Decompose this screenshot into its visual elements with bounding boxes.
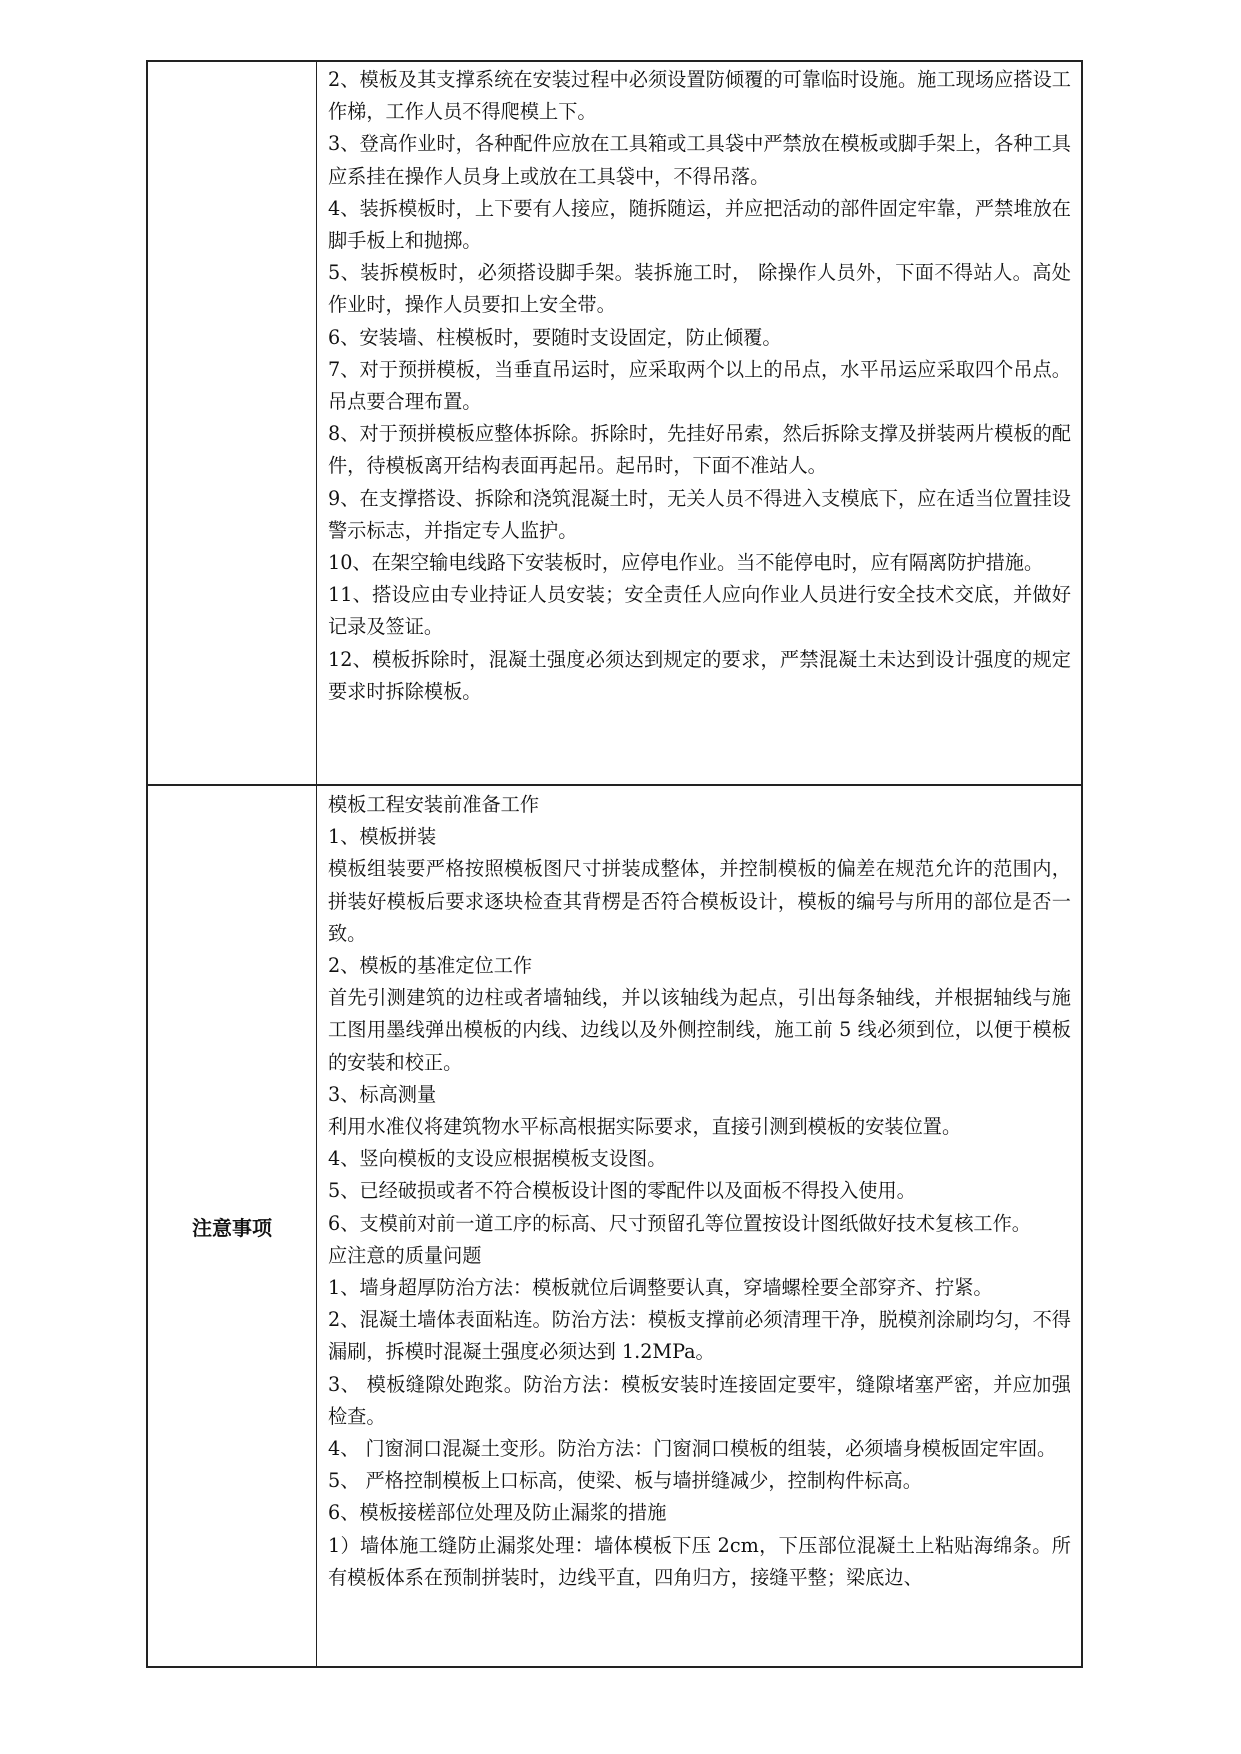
paragraph: 2、模板及其支撑系统在安装过程中必须设置防倾覆的可靠临时设施。施工现场应搭设工作梯，工作人员不得爬模上下。: [328, 68, 1071, 124]
paragraph: 3、登高作业时，各种配件应放在工具箱或工具袋中严禁放在模板或脚手架上，各种工具应系挂在操作人员身上或放在工具袋中，不得吊落。: [328, 132, 1071, 188]
paragraph: 5、装拆模板时，必须搭设脚手架。装拆施工时， 除操作人员外，下面不得站人。高处作业时，操作人员要扣上安全带。: [328, 261, 1071, 317]
label-cell: [148, 786, 317, 1666]
paragraph: 4、装拆模板时，上下要有人接应，随拆随运，并应把活动的部件固定牢靠，严禁堆放在脚手板上和抛掷。: [328, 196, 1071, 253]
paragraph-heading: 模板工程安装前准备工作: [328, 793, 540, 816]
content-cell: [317, 62, 1081, 784]
paragraph: 4、竖向模板的支设应根据模板支设图。: [328, 1147, 667, 1171]
paragraph: 11、搭设应由专业持证人员安装；安全责任人应向作业人员进行安全技术交底，并做好记录及签证。: [328, 583, 1071, 639]
paragraph: 4、 门窗洞口混凝土变形。防治方法：门窗洞口模板的组装，必须墙身模板固定牢固。: [328, 1437, 1057, 1461]
paragraph: 首先引测建筑的边柱或者墙轴线，并以该轴线为起点，引出每条轴线，并根据轴线与施工图用墨线弹出模板的内线、边线以及外侧控制线，施工前 5 线必须到位，以便于模板的安装和校正。: [328, 986, 1071, 1074]
paragraph: 5、 严格控制模板上口标高，使梁、板与墙拼缝减少，控制构件标高。: [328, 1469, 922, 1493]
paragraph: 模板组装要严格按照模板图尺寸拼装成整体，并控制模板的偏差在规范允许的范围内，拼装好模板后要求逐块检查其背楞是否符合模板设计，模板的编号与所用的部位是否一致。: [328, 857, 1071, 945]
paragraph: 1、模板拼装: [328, 825, 437, 849]
table-row-safety-measures: [148, 62, 1081, 786]
paragraph: 12、模板拆除时，混凝土强度必须达到规定的要求，严禁混凝土未达到设计强度的规定要求时拆除模板。: [328, 647, 1071, 703]
paragraph: 10、在架空输电线路下安装板时，应停电作业。当不能停电时，应有隔离防护措施。: [328, 551, 1044, 575]
content-cell: [317, 786, 1081, 1666]
document-table: [146, 60, 1083, 1668]
row-label-precautions: 注意事项: [192, 1216, 272, 1240]
paragraph: 3、标高测量: [328, 1082, 437, 1106]
paragraph-heading: 应注意的质量问题: [328, 1243, 482, 1267]
paragraph: 2、混凝土墙体表面粘连。防治方法：模板支撑前必须清理干净，脱模剂涂刷均匀，不得漏刷，拆模时混凝土强度必须达到 1.2MPa。: [328, 1308, 1071, 1364]
paragraph: 1、墙身超厚防治方法：模板就位后调整要认真，穿墙螺栓要全部穿齐、拧紧。: [328, 1276, 993, 1300]
paragraph: 2、模板的基准定位工作: [328, 954, 533, 978]
paragraph: 3、 模板缝隙处跑浆。防治方法：模板安装时连接固定要牢，缝隙堵塞严密，并应加强检查。: [328, 1372, 1071, 1428]
label-cell: [148, 62, 317, 784]
paragraph: 5、已经破损或者不符合模板设计图的零配件以及面板不得投入使用。: [328, 1179, 916, 1203]
paragraph: 1）墙体施工缝防止漏浆处理：墙体模板下压 2cm，下压部位混凝土上粘贴海绵条。所有模板体系在预制拼装时，边线平直，四角归方，接缝平整；梁底边、: [328, 1533, 1071, 1589]
table-row-precautions: [148, 786, 1081, 1666]
paragraph: 6、支模前对前一道工序的标高、尺寸预留孔等位置按设计图纸做好技术复核工作。: [328, 1211, 1031, 1235]
paragraph: 9、在支撑搭设、拆除和浇筑混凝土时，无关人员不得进入支模底下，应在适当位置挂设警示标志，并指定专人监护。: [328, 486, 1071, 542]
paragraph: 6、模板接槎部位处理及防止漏浆的措施: [328, 1501, 667, 1525]
paragraph: 利用水准仪将建筑物水平标高根据实际要求，直接引测到模板的安装位置。: [328, 1115, 962, 1139]
paragraph: 6、安装墙、柱模板时，要随时支设固定，防止倾覆。: [328, 325, 782, 349]
paragraph: 8、对于预拼模板应整体拆除。拆除时，先挂好吊索，然后拆除支撑及拼装两片模板的配件，待模板离开结构表面再起吊。起吊时，下面不准站人。: [328, 422, 1071, 478]
paragraph: 7、对于预拼模板，当垂直吊运时，应采取两个以上的吊点，水平吊运应采取四个吊点。吊点要合理布置。: [328, 357, 1071, 414]
